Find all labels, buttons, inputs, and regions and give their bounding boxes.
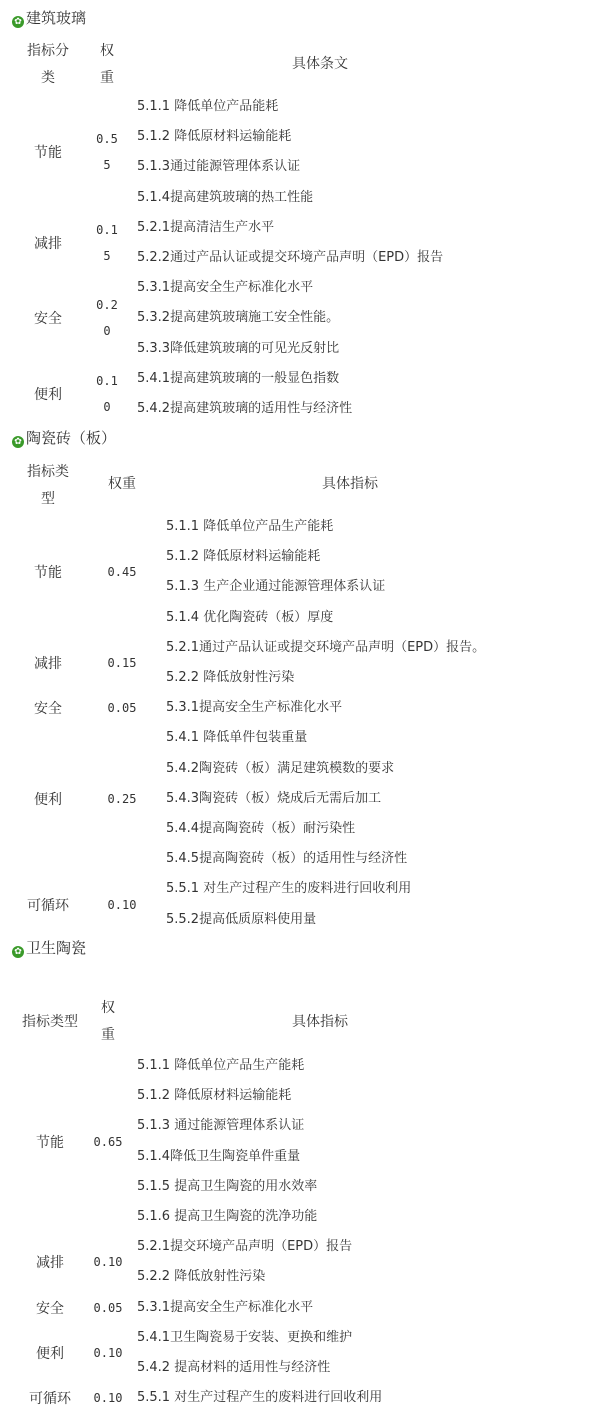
clause-item: 5.1.2 降低原材料运输能耗 <box>137 1088 292 1104</box>
section-title <box>12 8 86 28</box>
header-category: 指标类 型 <box>27 464 69 507</box>
header-weight: 权 重 <box>100 43 114 86</box>
category-cell: 减排 <box>34 655 62 672</box>
clause-item: 5.1.6 提高卫生陶瓷的洗净功能 <box>137 1209 318 1224</box>
weight-cell: 0.45 <box>107 565 137 580</box>
category-cell: 减排 <box>36 1255 64 1272</box>
star-icon: ✿ <box>12 436 24 448</box>
weight-cell: 0.5 5 <box>96 132 118 173</box>
section-title <box>12 428 116 448</box>
clause-item: 5.4.2陶瓷砖（板）满足建筑模数的要求 <box>166 760 395 776</box>
section-title-text: 卫生陶瓷 <box>26 939 87 957</box>
weight-cell: 0.1 5 <box>96 222 118 263</box>
header-text: 具体指标 <box>292 1013 348 1030</box>
weight-cell: 0.10 <box>107 897 137 912</box>
clause-item: 5.4.1提高建筑玻璃的一般显色指数 <box>137 370 340 386</box>
clause-item: 5.5.1 对生产过程产生的废料进行回收利用 <box>137 1390 383 1406</box>
clause-item: 5.2.1提高清洁生产水平 <box>137 219 275 235</box>
clause-item: 5.1.2 降低原材料运输能耗 <box>137 129 292 145</box>
category-cell: 便利 <box>36 1345 64 1362</box>
clause-item: 5.2.1提交环境产品声明（EPD）报告 <box>137 1239 353 1255</box>
clause-item: 5.1.4 优化陶瓷砖（板）厚度 <box>166 609 334 625</box>
clause-item: 5.3.1提高安全生产标准化水平 <box>137 1299 314 1315</box>
clause-item: 5.1.5 提高卫生陶瓷的用水效率 <box>137 1178 318 1194</box>
category-cell: 便利 <box>34 386 62 403</box>
clause-item: 5.4.1 降低单件包装重量 <box>166 730 308 746</box>
star-icon: ✿ <box>12 946 24 958</box>
clause-item: 5.1.3 生产企业通过能源管理体系认证 <box>166 579 386 595</box>
section-title-text: 建筑玻璃 <box>26 9 87 27</box>
category-cell: 减排 <box>34 235 62 252</box>
clause-item: 5.1.1 降低单位产品生产能耗 <box>166 519 334 534</box>
clause-item: 5.2.1通过产品认证或提交环境产品声明（EPD）报告。 <box>166 639 486 655</box>
clause-item: 5.2.2 降低放射性污染 <box>137 1269 266 1285</box>
clause-item: 5.1.4降低卫生陶瓷单件重量 <box>137 1148 301 1164</box>
clause-item: 5.3.1提高安全生产标准化水平 <box>137 280 314 296</box>
clause-item: 5.2.2通过产品认证或提交环境产品声明（EPD）报告 <box>137 250 444 265</box>
clause-item: 5.4.3陶瓷砖（板）烧成后无需后加工 <box>166 790 382 806</box>
clause-item: 5.2.2 降低放射性污染 <box>166 670 295 685</box>
weight-cell: 0.1 0 <box>96 373 118 414</box>
header-category: 指标分 类 <box>27 43 69 86</box>
clause-item: 5.4.2 提高材料的适用性与经济性 <box>137 1360 331 1375</box>
category-cell: 可循环 <box>27 897 69 914</box>
clause-item: 5.1.3通过能源管理体系认证 <box>137 159 301 175</box>
category-cell: 节能 <box>34 145 62 162</box>
header-category: 指标类型 <box>22 1013 78 1030</box>
clause-item: 5.1.2 降低原材料运输能耗 <box>166 549 321 565</box>
section-title-text: 陶瓷砖（板） <box>26 429 117 447</box>
clause-item: 5.1.1 降低单位产品生产能耗 <box>137 1058 305 1073</box>
clause-item: 5.1.4提高建筑玻璃的热工性能 <box>137 189 314 205</box>
category-cell: 便利 <box>34 791 62 808</box>
category-cell: 安全 <box>36 1300 64 1317</box>
weight-cell: 0.10 <box>93 1255 123 1270</box>
header-text: 具体指标 <box>322 476 378 492</box>
section-title <box>12 938 86 958</box>
star-icon: ✿ <box>12 16 24 28</box>
header-weight: 权重 <box>108 476 136 492</box>
weight-cell: 0.05 <box>93 1300 123 1315</box>
weight-cell: 0.2 0 <box>96 298 118 339</box>
weight-cell: 0.25 <box>107 791 137 806</box>
clause-item: 5.5.1 对生产过程产生的废料进行回收利用 <box>166 881 412 897</box>
category-cell: 节能 <box>34 565 62 582</box>
clause-item: 5.3.3降低建筑玻璃的可见光反射比 <box>137 340 340 356</box>
weight-cell: 0.10 <box>93 1345 123 1360</box>
weight-cell: 0.10 <box>93 1391 123 1406</box>
category-cell: 可循环 <box>29 1391 71 1408</box>
clause-item: 5.3.2提高建筑玻璃施工安全性能。 <box>137 310 340 326</box>
category-cell: 节能 <box>36 1134 64 1151</box>
clause-item: 5.3.1提高安全生产标准化水平 <box>166 700 343 716</box>
header-weight: 权 重 <box>101 1000 115 1043</box>
weight-cell: 0.15 <box>107 655 137 670</box>
clause-item: 5.4.5提高陶瓷砖（板）的适用性与经济性 <box>166 851 408 867</box>
clause-item: 5.1.1 降低单位产品能耗 <box>137 99 279 114</box>
clause-item: 5.4.4提高陶瓷砖（板）耐污染性 <box>166 821 356 836</box>
clause-item: 5.5.2提高低质原料使用量 <box>166 911 317 927</box>
weight-cell: 0.65 <box>93 1134 123 1149</box>
weight-cell: 0.05 <box>107 701 137 716</box>
clause-item: 5.1.3 通过能源管理体系认证 <box>137 1118 305 1134</box>
clause-item: 5.4.2提高建筑玻璃的适用性与经济性 <box>137 401 353 416</box>
category-cell: 安全 <box>34 311 62 328</box>
category-cell: 安全 <box>34 701 62 718</box>
clause-item: 5.4.1卫生陶瓷易于安装、更换和维护 <box>137 1329 353 1345</box>
header-text: 具体条文 <box>292 55 348 72</box>
